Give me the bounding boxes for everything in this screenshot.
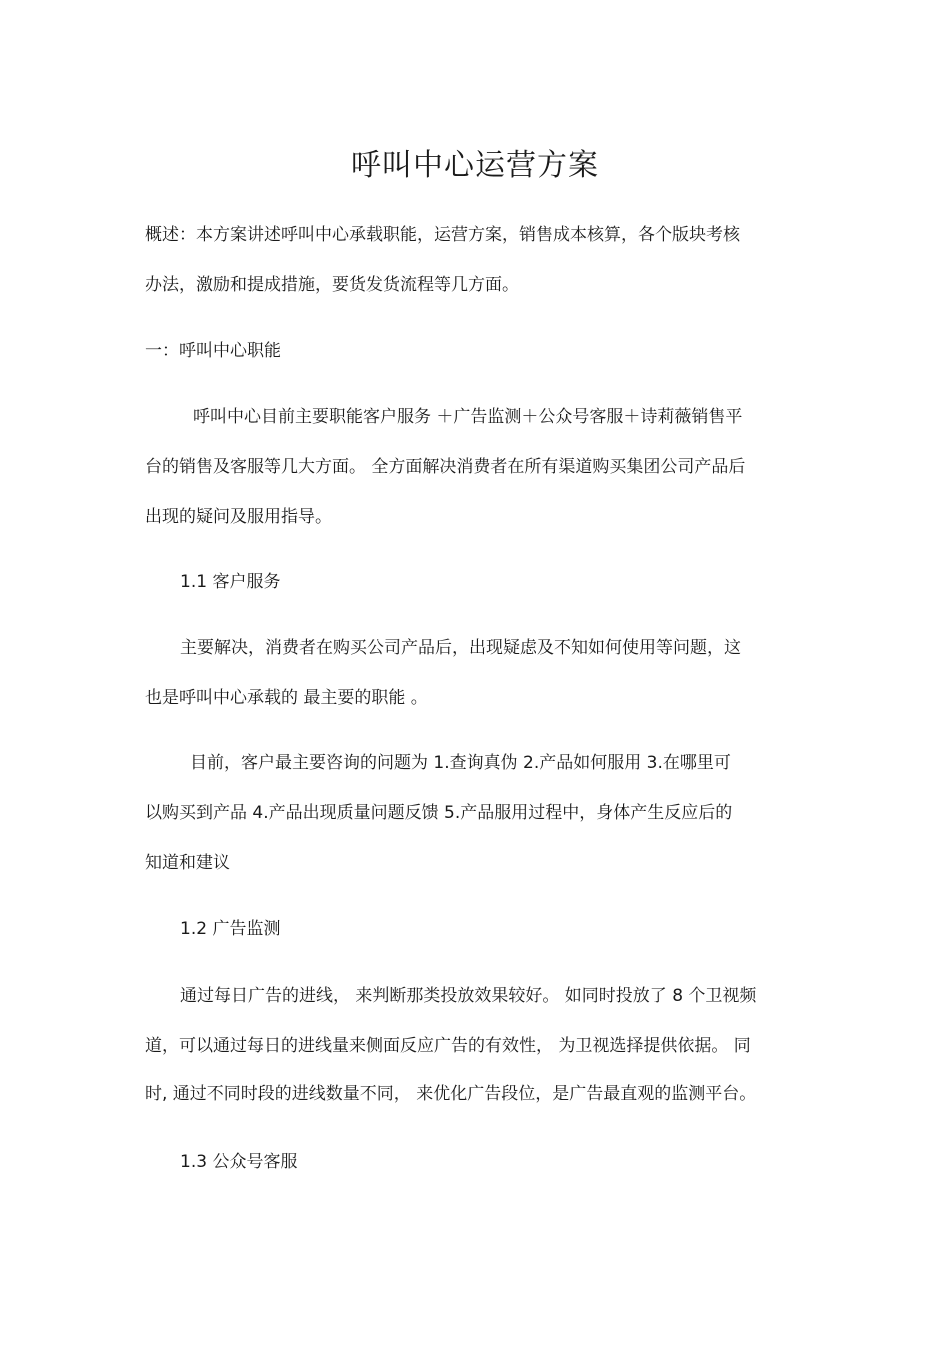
paragraph-line: 通过每日广告的进线， 来判断那类投放效果较好。 如同时投放了 8 个卫视频 — [180, 986, 757, 1006]
paragraph-line: 道，可以通过每日的进线量来侧面反应广告的有效性， 为卫视选择提供依据。 同 — [145, 1036, 751, 1056]
paragraph-line: 也是呼叫中心承载的 最主要的职能 。 — [145, 688, 428, 708]
paragraph-line: 呼叫中心目前主要职能客户服务 ＋广告监测＋公众号客服＋诗莉薇销售平 — [193, 407, 743, 427]
overview-line-2: 办法，激励和提成措施，要货发货流程等几方面。 — [145, 275, 519, 295]
subsection-heading-1-1: 1.1 客户服务 — [180, 572, 281, 592]
subsection-heading-1-3: 1.3 公众号客服 — [180, 1152, 298, 1172]
subsection-heading-1-2: 1.2 广告监测 — [180, 919, 281, 939]
paragraph-line: 出现的疑问及服用指导。 — [145, 507, 332, 527]
section-heading-1: 一：呼叫中心职能 — [145, 341, 281, 361]
paragraph-line: 主要解决，消费者在购买公司产品后，出现疑虑及不知如何使用等问题，这 — [180, 638, 741, 658]
paragraph-line: 目前，客户最主要咨询的问题为 1.查询真伪 2.产品如何服用 3.在哪里可 — [190, 753, 731, 773]
paragraph-line: 知道和建议 — [145, 853, 230, 873]
paragraph-line: 台的销售及客服等几大方面。 全方面解决消费者在所有渠道购买集团公司产品后 — [145, 457, 746, 477]
overview-line-1: 概述：本方案讲述呼叫中心承载职能，运营方案，销售成本核算，各个版块考核 — [145, 225, 740, 245]
paragraph-line: 以购买到产品 4.产品出现质量问题反馈 5.产品服用过程中，身体产生反应后的 — [145, 803, 733, 823]
paragraph-line: 时, 通过不同时段的进线数量不同， 来优化广告段位，是广告最直观的监测平台。 — [145, 1084, 757, 1104]
document-title: 呼叫中心运营方案 — [351, 148, 599, 183]
